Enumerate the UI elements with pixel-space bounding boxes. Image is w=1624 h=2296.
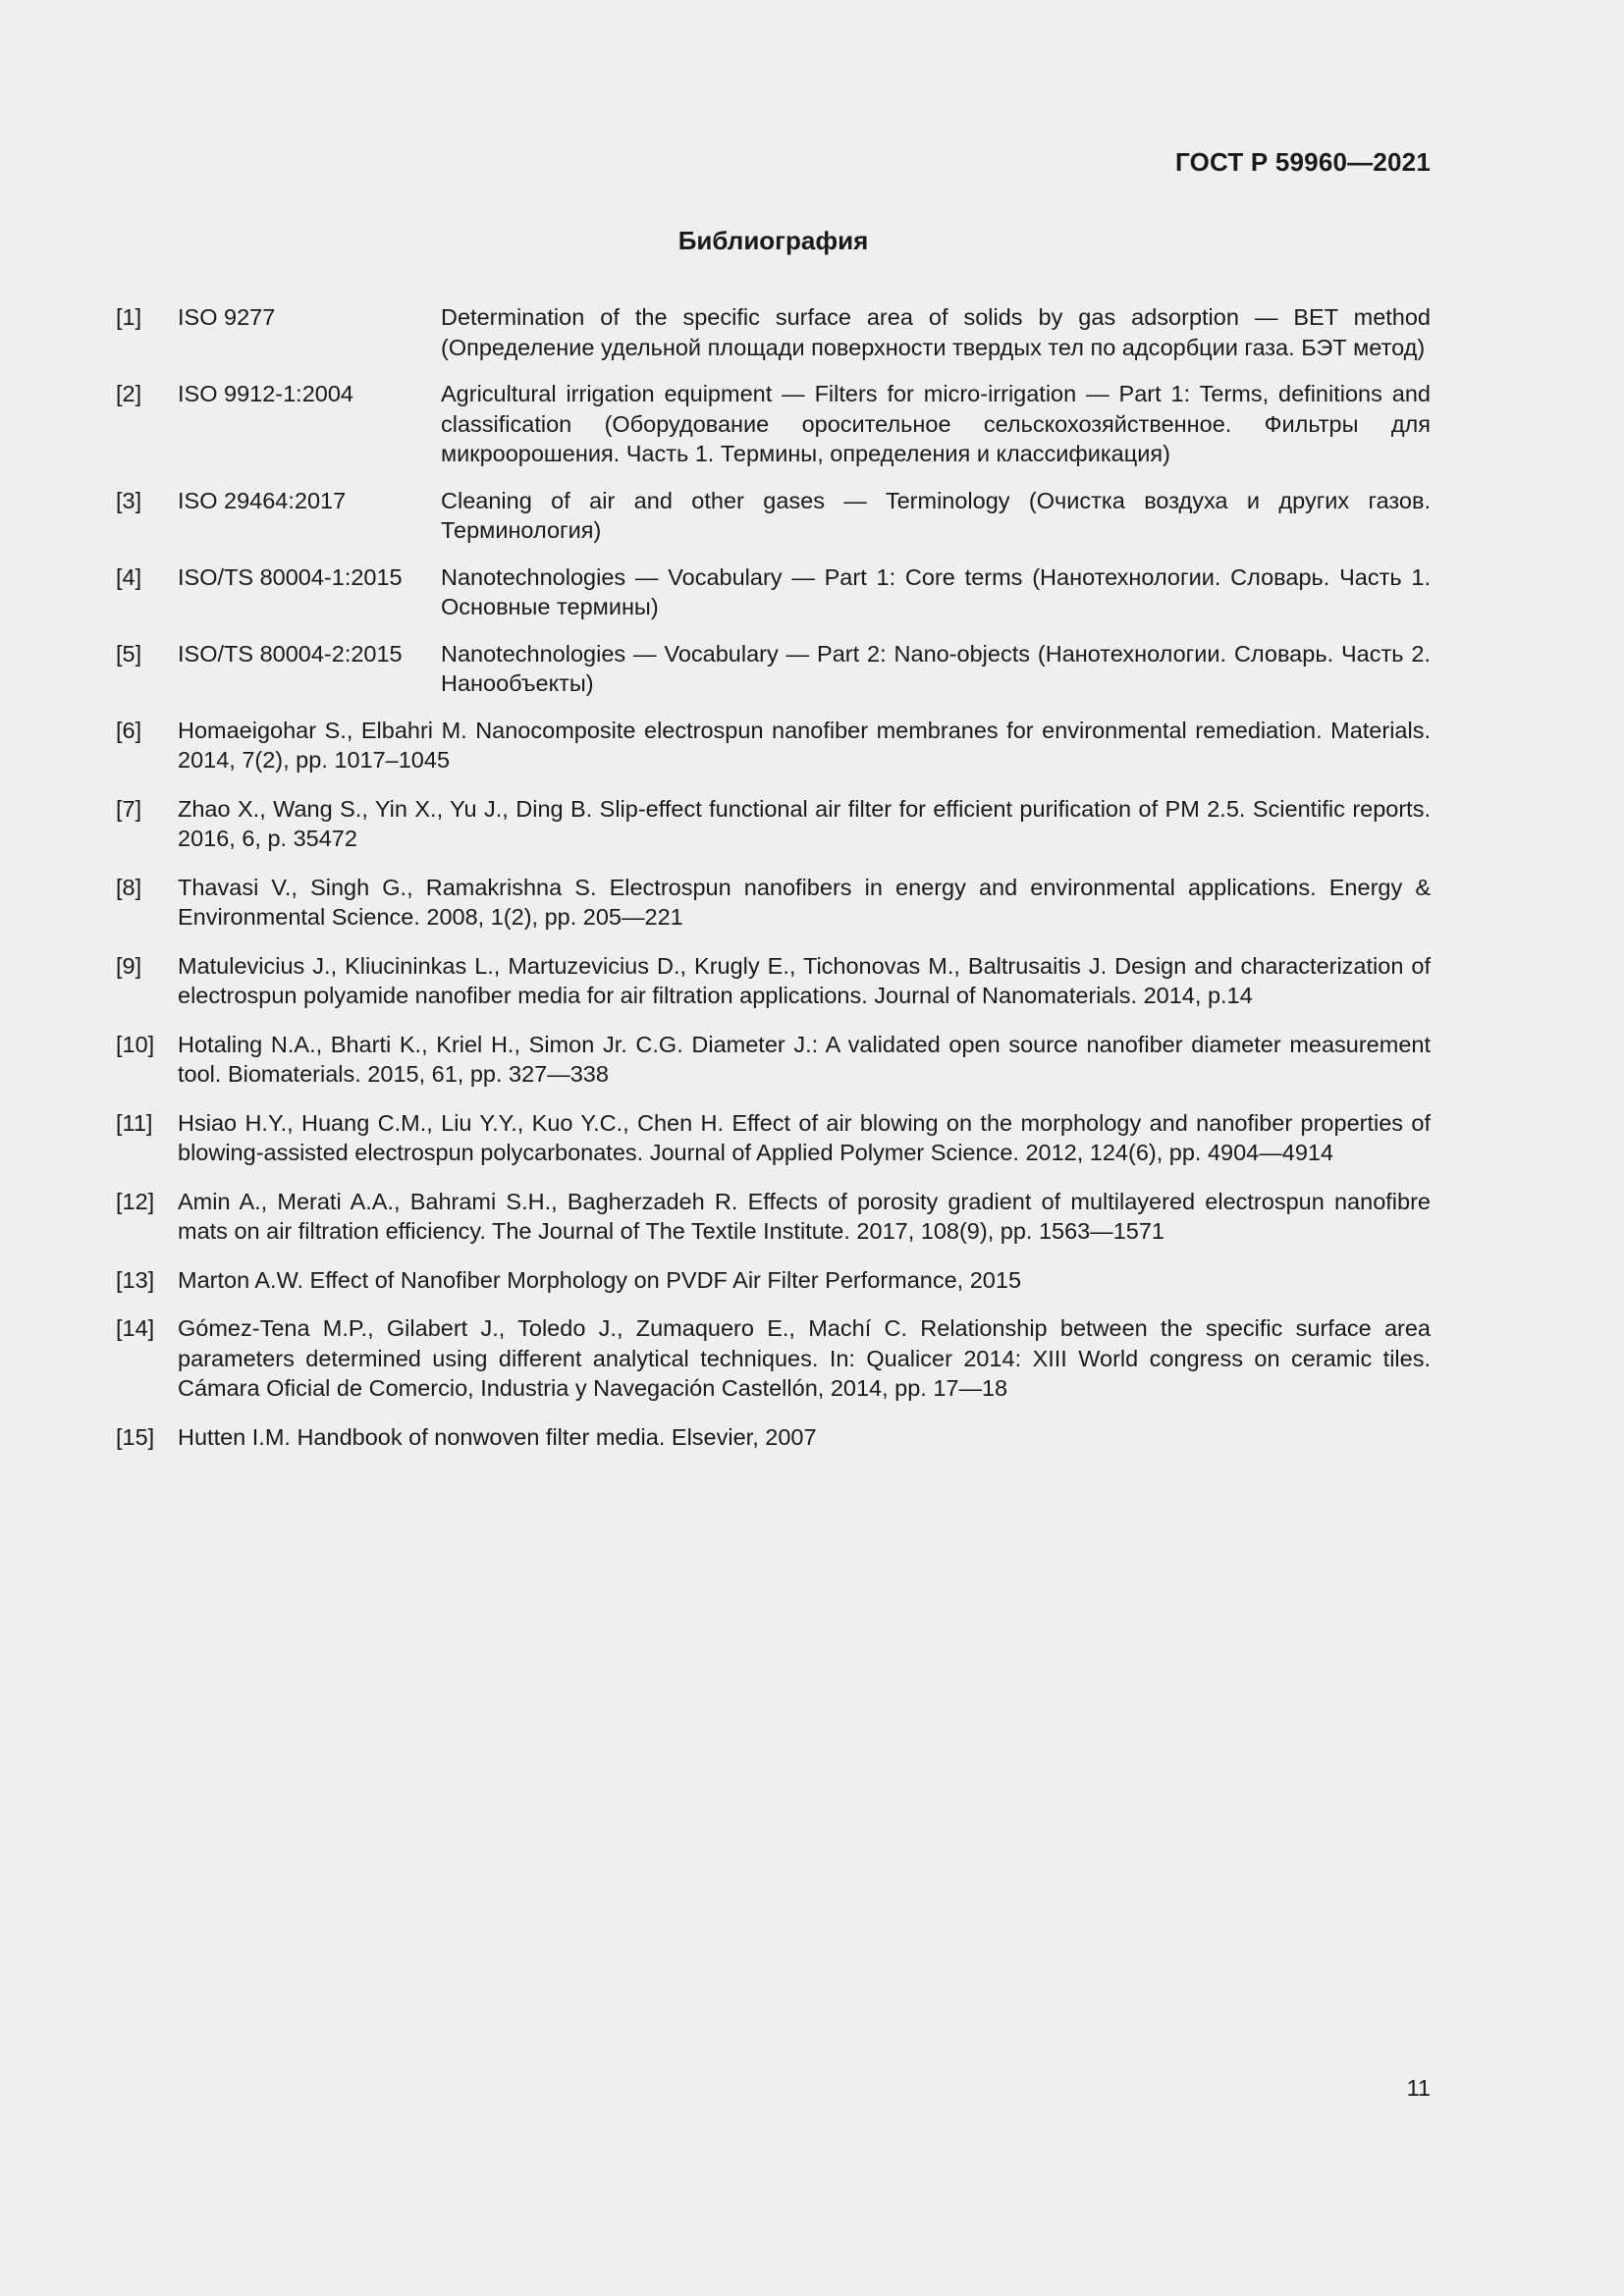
page-number: 11	[1406, 2075, 1431, 2101]
standard-code: ISO 29464:2017	[178, 487, 347, 513]
entry-text: Marton A.W. Effect of Nanofiber Morphology on PVDF Air Filter Performance, 2015	[178, 1266, 1022, 1293]
entry-number: [3]	[116, 487, 142, 513]
bibliography-entry	[116, 1313, 1431, 1404]
entry-number: [7]	[116, 795, 142, 822]
bibliography-entry	[116, 562, 1431, 622]
bibliography-entry	[116, 639, 1431, 699]
bibliography-entry	[116, 716, 1431, 775]
entry-text: Amin A., Merati A.A., Bahrami S.H., Bagherzadeh R. Effects of porosity gradient of multilayered electrospun nanofibre mats on air filtration efficiency. The Journal of The Textile Institute. 2017, 108(9), pp. 1563—1571	[178, 1188, 1431, 1244]
entry-number: [2]	[116, 381, 142, 406]
entry-number: [4]	[116, 563, 142, 590]
entry-text: Zhao X., Wang S., Yin X., Yu J., Ding B. Slip-effect functional air filter for efficient purification of PM 2.5. Scientific reports. 2016, 6, p. 35472	[178, 795, 1431, 851]
bibliography-entry	[116, 1265, 1431, 1296]
bibliography-entry	[116, 951, 1431, 1011]
page-title: Библиография	[677, 226, 869, 255]
entry-text: Cleaning of air and other gases — Terminology (Очистка воздуха и других газов. Терминология)	[441, 487, 1431, 543]
bibliography-entry	[116, 1030, 1431, 1090]
entry-text: Determination of the specific surface area of solids by gas adsorption — BET method (Определение удельной площади поверхности твердых тел по адсорбции газа. БЭТ метод)	[441, 304, 1431, 360]
entry-number: [10]	[116, 1031, 155, 1057]
standard-code: ISO/TS 80004-1:2015	[178, 563, 403, 590]
entry-number: [11]	[116, 1109, 153, 1136]
standard-code: ISO 9912-1:2004	[178, 381, 353, 406]
bibliography-entry	[116, 1187, 1431, 1247]
bibliography-entry	[116, 1108, 1431, 1168]
bibliography-list	[116, 302, 1431, 1470]
bibliography-entry	[116, 794, 1431, 854]
entry-text: Thavasi V., Singh G., Ramakrishna S. Electrospun nanofibers in energy and environmental applications. Energy & Environmental Science. 2008, 1(2), pp. 205—221	[178, 874, 1431, 930]
bibliography-entry	[116, 486, 1431, 546]
entry-number: [1]	[116, 304, 142, 330]
entry-number: [8]	[116, 874, 142, 900]
entry-number: [15]	[116, 1423, 155, 1450]
entry-text: Gómez-Tena M.P., Gilabert J., Toledo J., Zumaquero E., Machí C. Relationship between the specific surface area parameters determined using different analytical techniques. In: Qualicer 2014: XIII World congress on ceramic tiles. Cámara Oficial de Comercio, Industria y Navegación Castellón, 2014, pp. 17—18	[178, 1315, 1431, 1401]
entry-text: Hotaling N.A., Bharti K., Kriel H., Simon Jr. C.G. Diameter J.: A validated open source nanofiber diameter measurement tool. Biomaterials. 2015, 61, pp. 327—338	[178, 1031, 1431, 1087]
entry-text: Matulevicius J., Kliucininkas L., Martuzevicius D., Krugly E., Tichonovas M., Baltrusaitis J. Design and characterization of electrospun polyamide nanofiber media for air filtration applications. Journal of Nanomaterials. 2014, p.14	[178, 952, 1431, 1008]
document-code: ГОСТ Р 59960—2021	[1175, 147, 1431, 177]
entry-text: Nanotechnologies — Vocabulary — Part 1: Core terms (Нанотехнологии. Словарь. Часть 1. Основные термины)	[441, 563, 1431, 619]
standard-code: ISO/TS 80004-2:2015	[178, 640, 403, 667]
entry-number: [12]	[116, 1188, 155, 1214]
bibliography-entry	[116, 1422, 1431, 1453]
entry-text: Hutten I.M. Handbook of nonwoven filter media. Elsevier, 2007	[178, 1423, 817, 1450]
literature-references	[116, 716, 1431, 1453]
entry-text: Hsiao H.Y., Huang C.M., Liu Y.Y., Kuo Y.C., Chen H. Effect of air blowing on the morphology and nanofiber properties of blowing-assisted electrospun polycarbonates. Journal of Applied Polymer Science. 2012, 124(6), pp. 4904—4914	[178, 1109, 1431, 1165]
entry-number: [14]	[116, 1315, 155, 1341]
entry-number: [9]	[116, 952, 142, 979]
bibliography-entry	[116, 379, 1431, 469]
entry-number: [13]	[116, 1266, 155, 1293]
bibliography-entry	[116, 302, 1431, 362]
entry-text: Agricultural irrigation equipment — Filters for micro-irrigation — Part 1: Terms, definitions and classification (Оборудование оросительное сельскохозяйственное. Фильтры для микроорошения. Часть 1. Термины, определения и классификация)	[441, 381, 1431, 466]
entry-number: [5]	[116, 640, 142, 667]
bibliography-entry	[116, 873, 1431, 933]
standards-references	[116, 302, 1431, 699]
standard-code: ISO 9277	[178, 304, 276, 330]
entry-text: Homaeigohar S., Elbahri M. Nanocomposite electrospun nanofiber membranes for environmental remediation. Materials. 2014, 7(2), pp. 1017–1045	[178, 717, 1431, 773]
entry-number: [6]	[116, 717, 142, 743]
entry-text: Nanotechnologies — Vocabulary — Part 2: Nano-objects (Нанотехнологии. Словарь. Часть 2. Нанообъекты)	[441, 640, 1431, 696]
